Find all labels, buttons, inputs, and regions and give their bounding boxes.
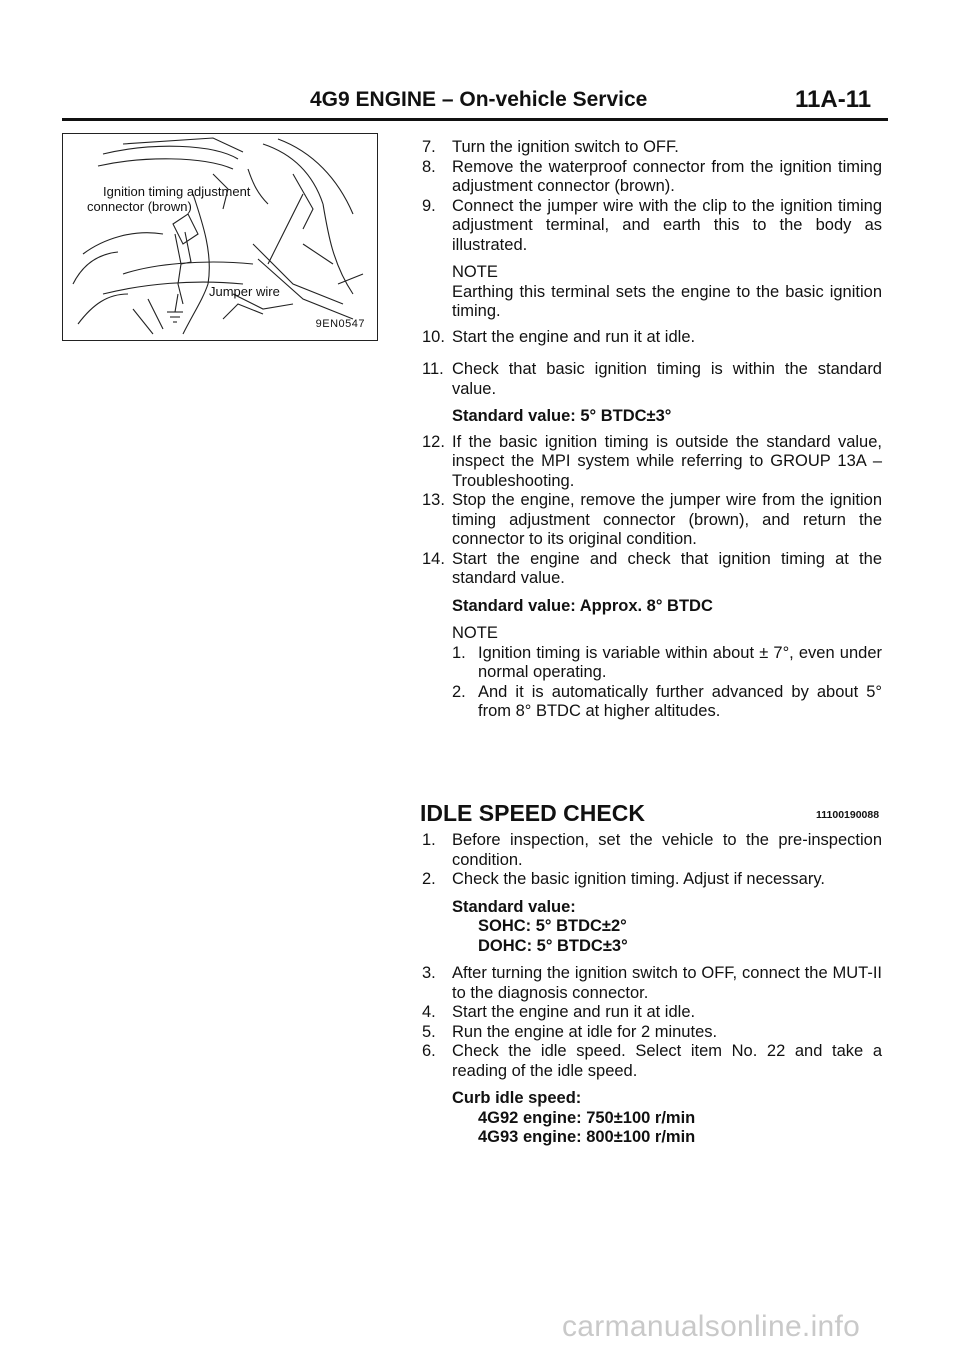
list-item: 9. Connect the jumper wire with the clip to the ignition timing adjustment terminal, and earth this to the body as illustrated. <box>422 196 882 254</box>
curb-idle-label: Curb idle speed: <box>452 1089 582 1107</box>
list-item: 2. Check the basic ignition timing. Adjust if necessary. <box>422 870 825 888</box>
note-item: 2. And it is automatically further advanced by about 5° from 8° BTDC at higher altitudes. <box>452 682 882 720</box>
note-text: Earthing this terminal sets the engine to the basic ignition timing. <box>452 282 882 320</box>
section-code: 11100190088 <box>816 809 880 821</box>
connector-label-line2: connector (brown) <box>87 199 192 214</box>
list-item: 6. Check the idle speed. Select item No. 22 and take a reading of the idle speed. <box>422 1042 882 1080</box>
engine-illustration <box>62 133 378 341</box>
list-item: 7. Turn the ignition switch to OFF. <box>422 138 679 156</box>
note-item: 1. Ignition timing is variable within about ± 7°, even under normal operating. <box>452 643 882 681</box>
standard-value-sohc: SOHC: 5° BTDC±2° <box>478 917 627 935</box>
watermark: carmanualsonline.info <box>562 1310 861 1343</box>
list-item: 5. Run the engine at idle for 2 minutes. <box>422 1022 718 1041</box>
procedure-column-top <box>422 138 882 722</box>
list-item: 4. Start the engine and run it at idle. <box>422 1003 696 1021</box>
list-item: 12. If the basic ignition timing is outside the standard value, inspect the MPI system while referring to GROUP 13A – Troubleshooting. <box>422 432 882 490</box>
header-divider <box>62 118 888 121</box>
list-item: 14. Start the engine and check that ignition timing at the standard value. <box>422 549 882 587</box>
list-item: 10. Start the engine and run it at idle. <box>422 327 696 346</box>
list-item: 3. After turning the ignition switch to OFF, connect the MUT-II to the diagnosis connector. <box>422 964 882 1002</box>
standard-value-label: Standard value: <box>452 897 576 916</box>
list-item: 1. Before inspection, set the vehicle to the pre-inspection condition. <box>422 831 882 869</box>
idle-speed-procedure <box>422 831 882 1148</box>
page-number: 11A-11 <box>795 86 872 113</box>
standard-value: Standard value: Approx. 8° BTDC <box>452 596 713 615</box>
jumper-wire-label: Jumper wire <box>209 284 280 299</box>
curb-idle-4g92: 4G92 engine: 750±100 r/min <box>478 1108 696 1127</box>
standard-value: Standard value: 5° BTDC±3° <box>452 407 672 425</box>
connector-label-line1: Ignition timing adjustment <box>103 184 251 199</box>
list-item: 8. Remove the waterproof connector from the ignition timing adjustment connector (brown). <box>422 157 882 195</box>
page-title: 4G9 ENGINE – On-vehicle Service <box>310 88 648 111</box>
section-title: IDLE SPEED CHECK <box>420 800 645 826</box>
curb-idle-4g93: 4G93 engine: 800±100 r/min <box>478 1128 696 1146</box>
list-item: 11. Check that basic ignition timing is within the standard value. <box>422 360 882 398</box>
standard-value-dohc: DOHC: 5° BTDC±3° <box>478 936 628 955</box>
engine-drawing <box>63 134 377 340</box>
list-item: 13. Stop the engine, remove the jumper wire from the ignition timing adjustment connector (brown), and return the connector to its original condition. <box>422 491 882 548</box>
note-heading: NOTE <box>452 263 498 281</box>
figure-code: 9EN0547 <box>315 318 365 330</box>
note-heading: NOTE <box>452 624 498 642</box>
